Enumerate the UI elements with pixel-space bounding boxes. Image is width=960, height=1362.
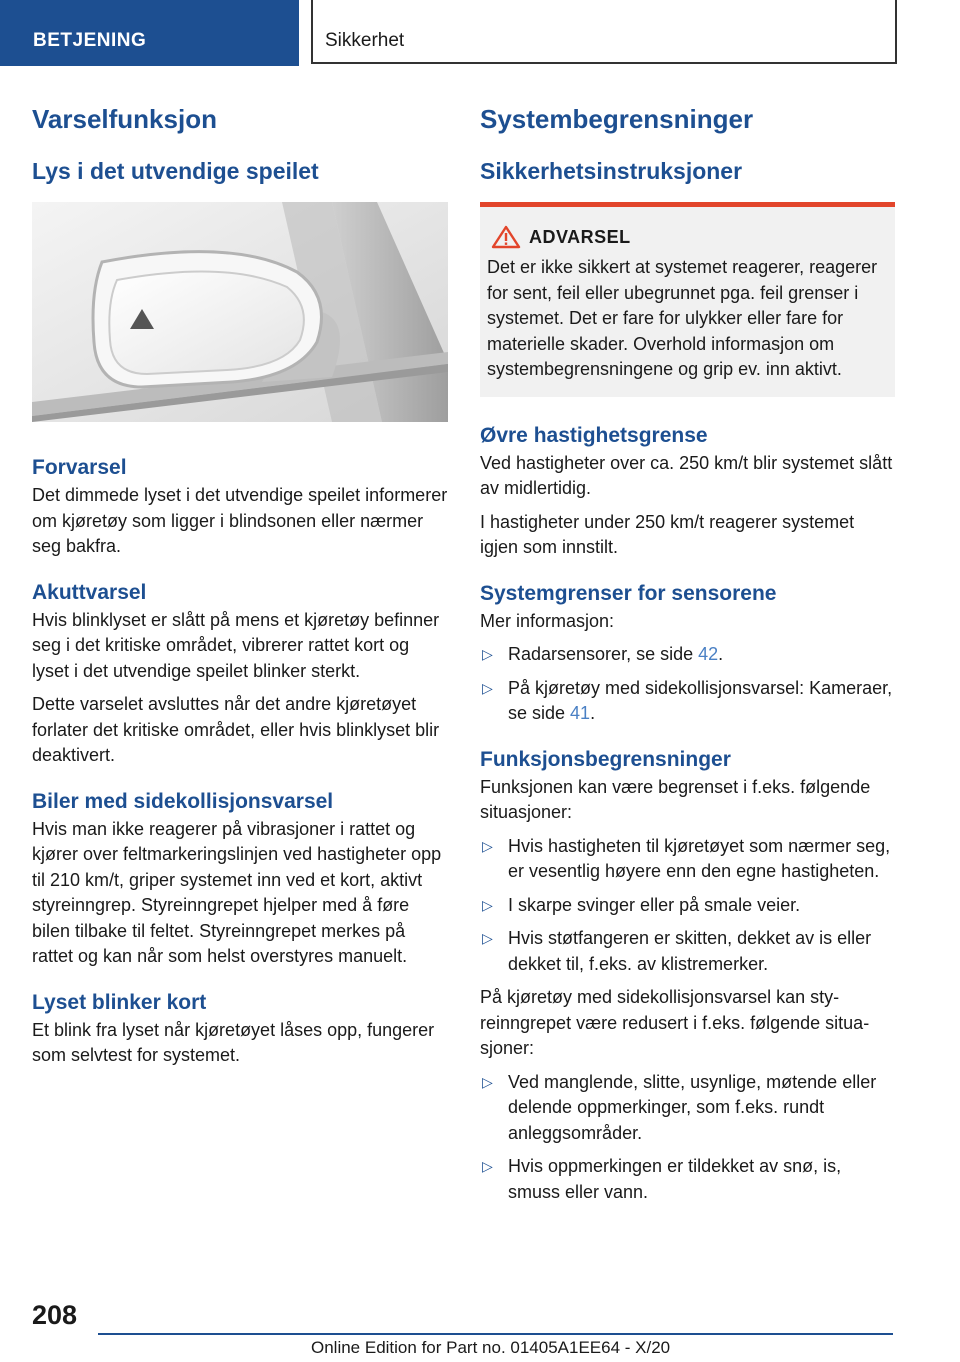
list-item: ▷ I skarpe svinger eller på smale veier. <box>480 893 895 919</box>
heading-biler-sidekollisjon: Biler med sidekollisjonsvarsel <box>32 789 334 813</box>
list-item: ▷ Ved manglende, slitte, usynlige, møtende eller delende oppmerkinger, som f.eks. rundt anleggsområder. <box>482 1071 877 1143</box>
funk-intro: Funksjonen kan være begrenset i f.eks. følgende situasjoner: <box>480 776 871 822</box>
chapter-title: Sikkerhet <box>325 30 405 51</box>
page-link-42[interactable]: 42 <box>698 644 719 664</box>
page-header <box>0 0 960 66</box>
mirror-illustration <box>32 202 448 422</box>
list-item: ▷ På kjøretøy med sidekollisjonsvarsel: Kameraer, se side 41. <box>482 677 893 723</box>
warning-box <box>480 202 895 397</box>
forvarsel-text: Det dimmede lyset i det utvendige speilet informerer om kjøretøy som ligger i blindsonen eller nærmer seg bakfra. <box>32 485 448 556</box>
sensor-list <box>480 642 895 727</box>
heading-funksjonsbegrensninger: Funksjonsbegrensninger <box>480 747 731 771</box>
akuttvarsel-text-2: Dette varselet avsluttes når det andre kjøretøyet forlater det kritiske området, eller hvis blinklyset blir deaktivert. <box>32 694 440 765</box>
heading-varselfunksjon: Varselfunksjon <box>32 104 217 134</box>
warning-triangle-icon <box>491 225 521 249</box>
warning-title: ADVARSEL <box>529 226 631 247</box>
page-footer <box>0 1300 960 1362</box>
heading-systemgrenser-sensorene: Systemgrenser for sensorene <box>480 581 777 605</box>
edition-text: Online Edition for Part no. 01405A1EE64 - X/20 <box>311 1338 671 1357</box>
arrow-icon: ▷ <box>482 1073 493 1090</box>
akuttvarsel-text-1: Hvis blinklyset er slått på mens et kjøretøy befinner seg i det kritiske området, vibrerer rattet kort og lyset i det utvendige speilet blinker sterkt. <box>32 609 440 681</box>
footer-divider <box>98 1333 893 1335</box>
list-item: ▷ Hvis støtfangeren er skitten, dekket av is eller dekket til, f.eks. av klistremerker. <box>482 928 872 974</box>
side-mirror-image <box>32 202 448 422</box>
function-limit-list <box>480 834 895 978</box>
section-title: BETJENING <box>33 30 147 51</box>
arrow-icon: ▷ <box>482 646 493 662</box>
chapter-tab <box>311 0 897 64</box>
lyset-text: Et blink fra lyset når kjøretøyet låses opp, fungerer som selvtest for systemet. <box>32 1019 435 1065</box>
ovre-text-2: I hastigheter under 250 km/t reagerer systemet igjen som innstilt. <box>480 511 855 557</box>
heading-forvarsel: Forvarsel <box>32 456 127 479</box>
arrow-icon: ▷ <box>482 837 493 854</box>
funk-text-2: På kjøretøy med sidekollisjonsvarsel kan styreinngrepet være redusert i f.eks. følgende situasjoner: <box>480 987 870 1058</box>
page-link-41[interactable]: 41 <box>570 703 591 723</box>
list-item: ▷ Hvis oppmerkingen er tildekket av snø, is, smuss eller vann. <box>482 1156 842 1202</box>
warning-text: Det er ikke sikkert at systemet reagerer, reagerer for sent, feil eller ubegrunnet pga. feil grenser i systemet. Det er fare for ulykker eller fare for materielle skader. Overhold informasjon om systembegrensningene og grip ev. inn aktivt. <box>487 257 878 379</box>
heading-sikkerhetsinstruksjoner: Sikkerhetsinstruksjoner <box>480 158 743 184</box>
right-column <box>480 100 895 1205</box>
left-column <box>32 100 448 1069</box>
arrow-icon: ▷ <box>482 896 493 913</box>
biler-text: Hvis man ikke reagerer på vibrasjoner i rattet og kjører over feltmarkeringslinjen ved hastigheter opp til 210 km/t, griper systemet inn ved et kort, aktivt styreinngrep. Styreinngrepet hjelper med å føre bilen tilbake til feltet. Styreinngrepet merkes på rattet og kan når som helst overstyres manuelt. <box>32 818 442 966</box>
list-item: ▷ Hvis hastigheten til kjøretøyet som nærmer seg, er vesentlig høyere enn den egne hastigheten. <box>482 835 891 881</box>
arrow-icon: ▷ <box>482 930 493 946</box>
steering-limit-list <box>480 1070 895 1206</box>
heading-lys-speilet: Lys i det utvendige speilet <box>32 158 319 184</box>
sys-intro: Mer informasjon: <box>480 610 615 631</box>
arrow-icon: ▷ <box>482 679 493 696</box>
arrow-icon: ▷ <box>482 1158 493 1174</box>
list-item: ▷ Radarsensorer, se side 42. <box>480 642 895 668</box>
ovre-text-1: Ved hastigheter over ca. 250 km/t blir systemet slått av midlertidig. <box>480 452 893 498</box>
heading-ovre-hastighetsgrense: Øvre hastighetsgrense <box>480 423 708 447</box>
warning-header <box>491 225 887 249</box>
page-number: 208 <box>32 1300 78 1330</box>
heading-systembegrensninger: Systembegrensninger <box>480 104 754 134</box>
section-tab <box>0 0 299 66</box>
heading-lyset-blinker: Lyset blinker kort <box>32 990 207 1014</box>
heading-akuttvarsel: Akuttvarsel <box>32 580 147 604</box>
